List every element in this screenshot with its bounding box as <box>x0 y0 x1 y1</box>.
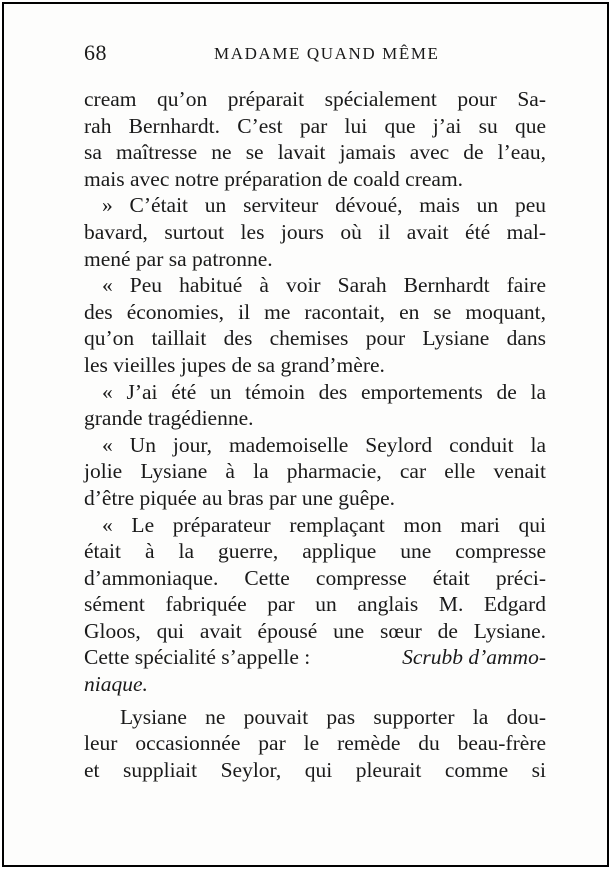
text-line: d’ammoniaque. Cette compresse était préci- <box>84 565 546 590</box>
text-line: « Un jour, mademoiselle Seylord conduit la <box>102 432 546 457</box>
text-line: « J’ai été un témoin des emportements de la <box>102 379 546 404</box>
text-line: des économies, il me racontait, en se moquant, <box>84 299 546 324</box>
text-line: était à la guerre, applique une compresse <box>84 539 546 564</box>
text-line: « Le préparateur remplaçant mon mari qui <box>102 512 546 537</box>
text-line: et suppliait Seylor, qui pleurait comme si <box>84 757 546 782</box>
book-page <box>2 2 609 867</box>
text-line: les vieilles jupes de sa grand’mère. <box>84 352 385 377</box>
text-line: leur occasionnée par le remède du beau-frère <box>84 731 546 756</box>
text-line: sa maîtresse ne se lavait jamais avec de l’eau, <box>84 140 546 165</box>
text-line: sément fabriquée par un anglais M. Edgard <box>84 592 546 617</box>
text-line: « Peu habitué à voir Sarah Bernhardt faire <box>102 273 546 298</box>
page-number: 68 <box>84 40 107 65</box>
text-line: grande tragédienne. <box>84 406 254 431</box>
italic-segment: niaque. <box>84 672 148 697</box>
text-line: jolie Lysiane à la pharmacie, car elle venait <box>84 459 546 484</box>
text-line: cream qu’on préparait spécialement pour Sa- <box>84 87 546 111</box>
text-line: mais avec notre préparation de coald cream. <box>84 166 464 191</box>
text-line: mené par sa patronne. <box>84 246 273 271</box>
running-title: MADAME QUAND MÊME <box>214 44 440 63</box>
text-line: d’être piquée au bras par une guêpe. <box>84 485 396 510</box>
text-line: rah Bernhardt. C’est par lui que j’ai su que <box>84 113 546 138</box>
text-line: Lysiane ne pouvait pas supporter la dou- <box>120 704 546 729</box>
text-line: » C’était un serviteur dévoué, mais un peu <box>102 193 546 218</box>
text-line-mixed <box>84 644 546 671</box>
text-line: qu’on taillait des chemises pour Lysiane dans <box>84 326 546 351</box>
italic-segment: Scrubb d’ammo- <box>402 645 546 670</box>
text-segment: Cette spécialité s’appelle : <box>84 645 311 670</box>
body-text <box>84 86 546 783</box>
text-line: Gloos, qui avait épousé une sœur de Lysiane. <box>84 618 546 643</box>
text-line <box>84 671 546 698</box>
text-line: bavard, surtout les jours où il avait été mal- <box>84 219 546 244</box>
